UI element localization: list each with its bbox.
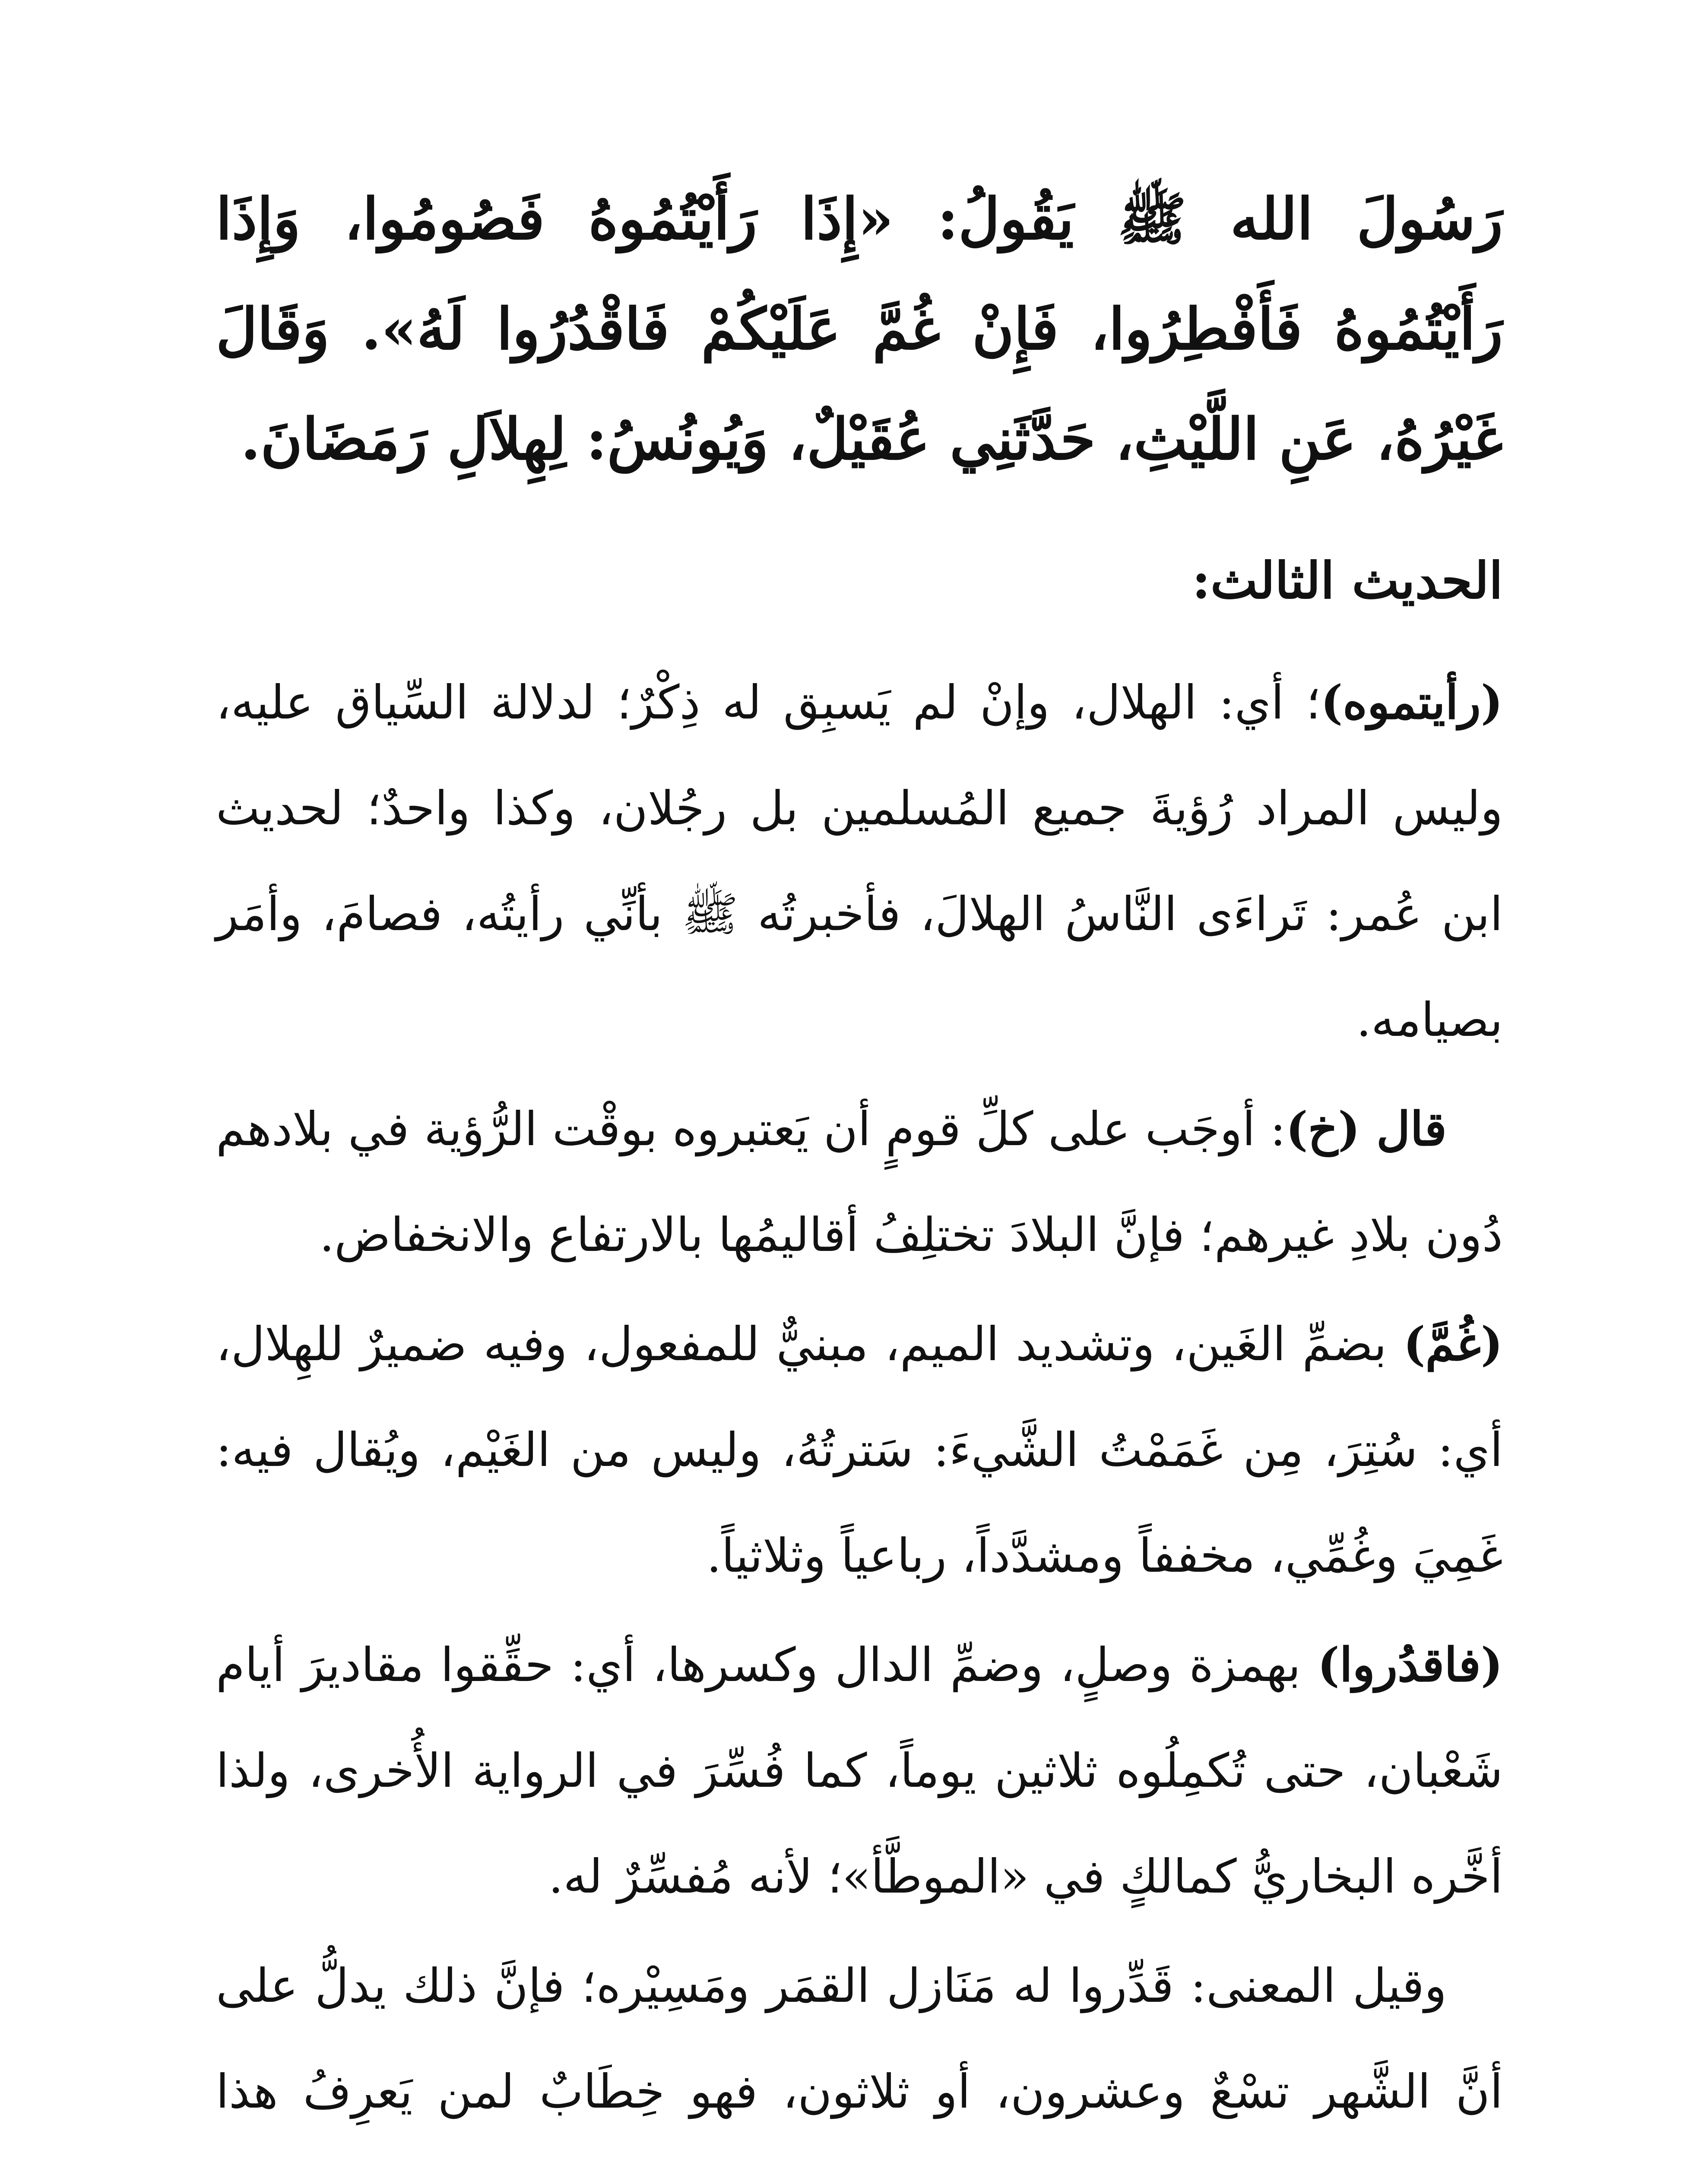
commentary-paragraph [216,1933,1503,2159]
paragraph-text: : أوجَب على كلِّ قومٍ أن يَعتبروه بوقْت الرُّؤية في بلادهم دُون بلادِ غيرهم؛ فإنَّ البلادَ تختلِفُ أقاليمُها بالارتفاع والانخفاض. [216,1102,1503,1262]
commentary-paragraph [216,1612,1503,1930]
paragraph-text: وقيل المعنى: قَدِّروا له مَنَازل القمَر ومَسِيْره؛ فإنَّ ذلك يدلُّ على أنَّ الشَّهر تسْعٌ وعشرون، أو ثلاثون، فهو خِطَابٌ لمن يَعرِفُ هذا [216,1959,1503,2119]
commentary-paragraph [216,1292,1503,1609]
paragraph-lemma: قال (خ) [1286,1102,1447,1156]
document-page [216,164,1503,2159]
paragraph-lemma: (فاقدُروا) [1317,1638,1503,1692]
paragraph-lemma: (غُمَّ) [1403,1317,1503,1371]
hadith-text: رَسُولَ الله ﷺ يَقُولُ: «إِذَا رَأَيْتُمُوهُ فَصُومُوا، وَإِذَا رَأَيْتُمُوهُ فَأَفْطِرُوا، فَإِنْ غُمَّ عَلَيْكُمْ فَاقْدُرُوا لَهُ». وَقَالَ غَيْرُهُ، عَنِ اللَّيْثِ، حَدَّثَنِي عُقَيْلٌ، وَيُونُسُ: لِهِلاَلِ رَمَضَانَ. [216,186,1503,473]
paragraph-lemma: (رأيتموه) [1321,675,1503,730]
paragraph-text: ؛ أي: الهلال، وإنْ لم يَسبِق له ذِكْرٌ؛ لدلالة السِّياق عليه، وليس المراد رُؤيةَ جميع المُسلمين بل رجُلان، وكذا واحدٌ؛ لحديث ابن عُمر: تَراءَى النَّاسُ الهلالَ، فأخبرتُه ﷺ بأنِّي رأيتُه، فصامَ، وأمَر بصيامه. [216,676,1503,1047]
paragraph-text: بضمِّ الغَين، وتشديد الميم، مبنيٌّ للمفعول، وفيه ضميرٌ للهِلال، أي: سُتِرَ، مِن غَمَمْتُ الشَّيءَ: سَترتُهُ، وليس من الغَيْم، ويُقال فيه: غَمِيَ وغُمِّي، مخففاً ومشدَّداً، رباعياً وثلاثياً. [216,1317,1503,1583]
paragraph-text: بهمزة وصلٍ، وضمِّ الدال وكسرها، أي: حقِّقوا مقاديرَ أيام شَعْبان، حتى تُكمِلُوه ثلاثين يوماً، كما فُسِّرَ في الرواية الأُخرى، ولذا أخَّره البخاريُّ كمالكٍ في «الموطَّأ»؛ لأنه مُفسِّرٌ له. [216,1638,1503,1904]
commentary-paragraph [216,1076,1503,1288]
section-title: الحديث الثالث: [1192,551,1503,610]
commentary-paragraph [216,650,1503,1073]
